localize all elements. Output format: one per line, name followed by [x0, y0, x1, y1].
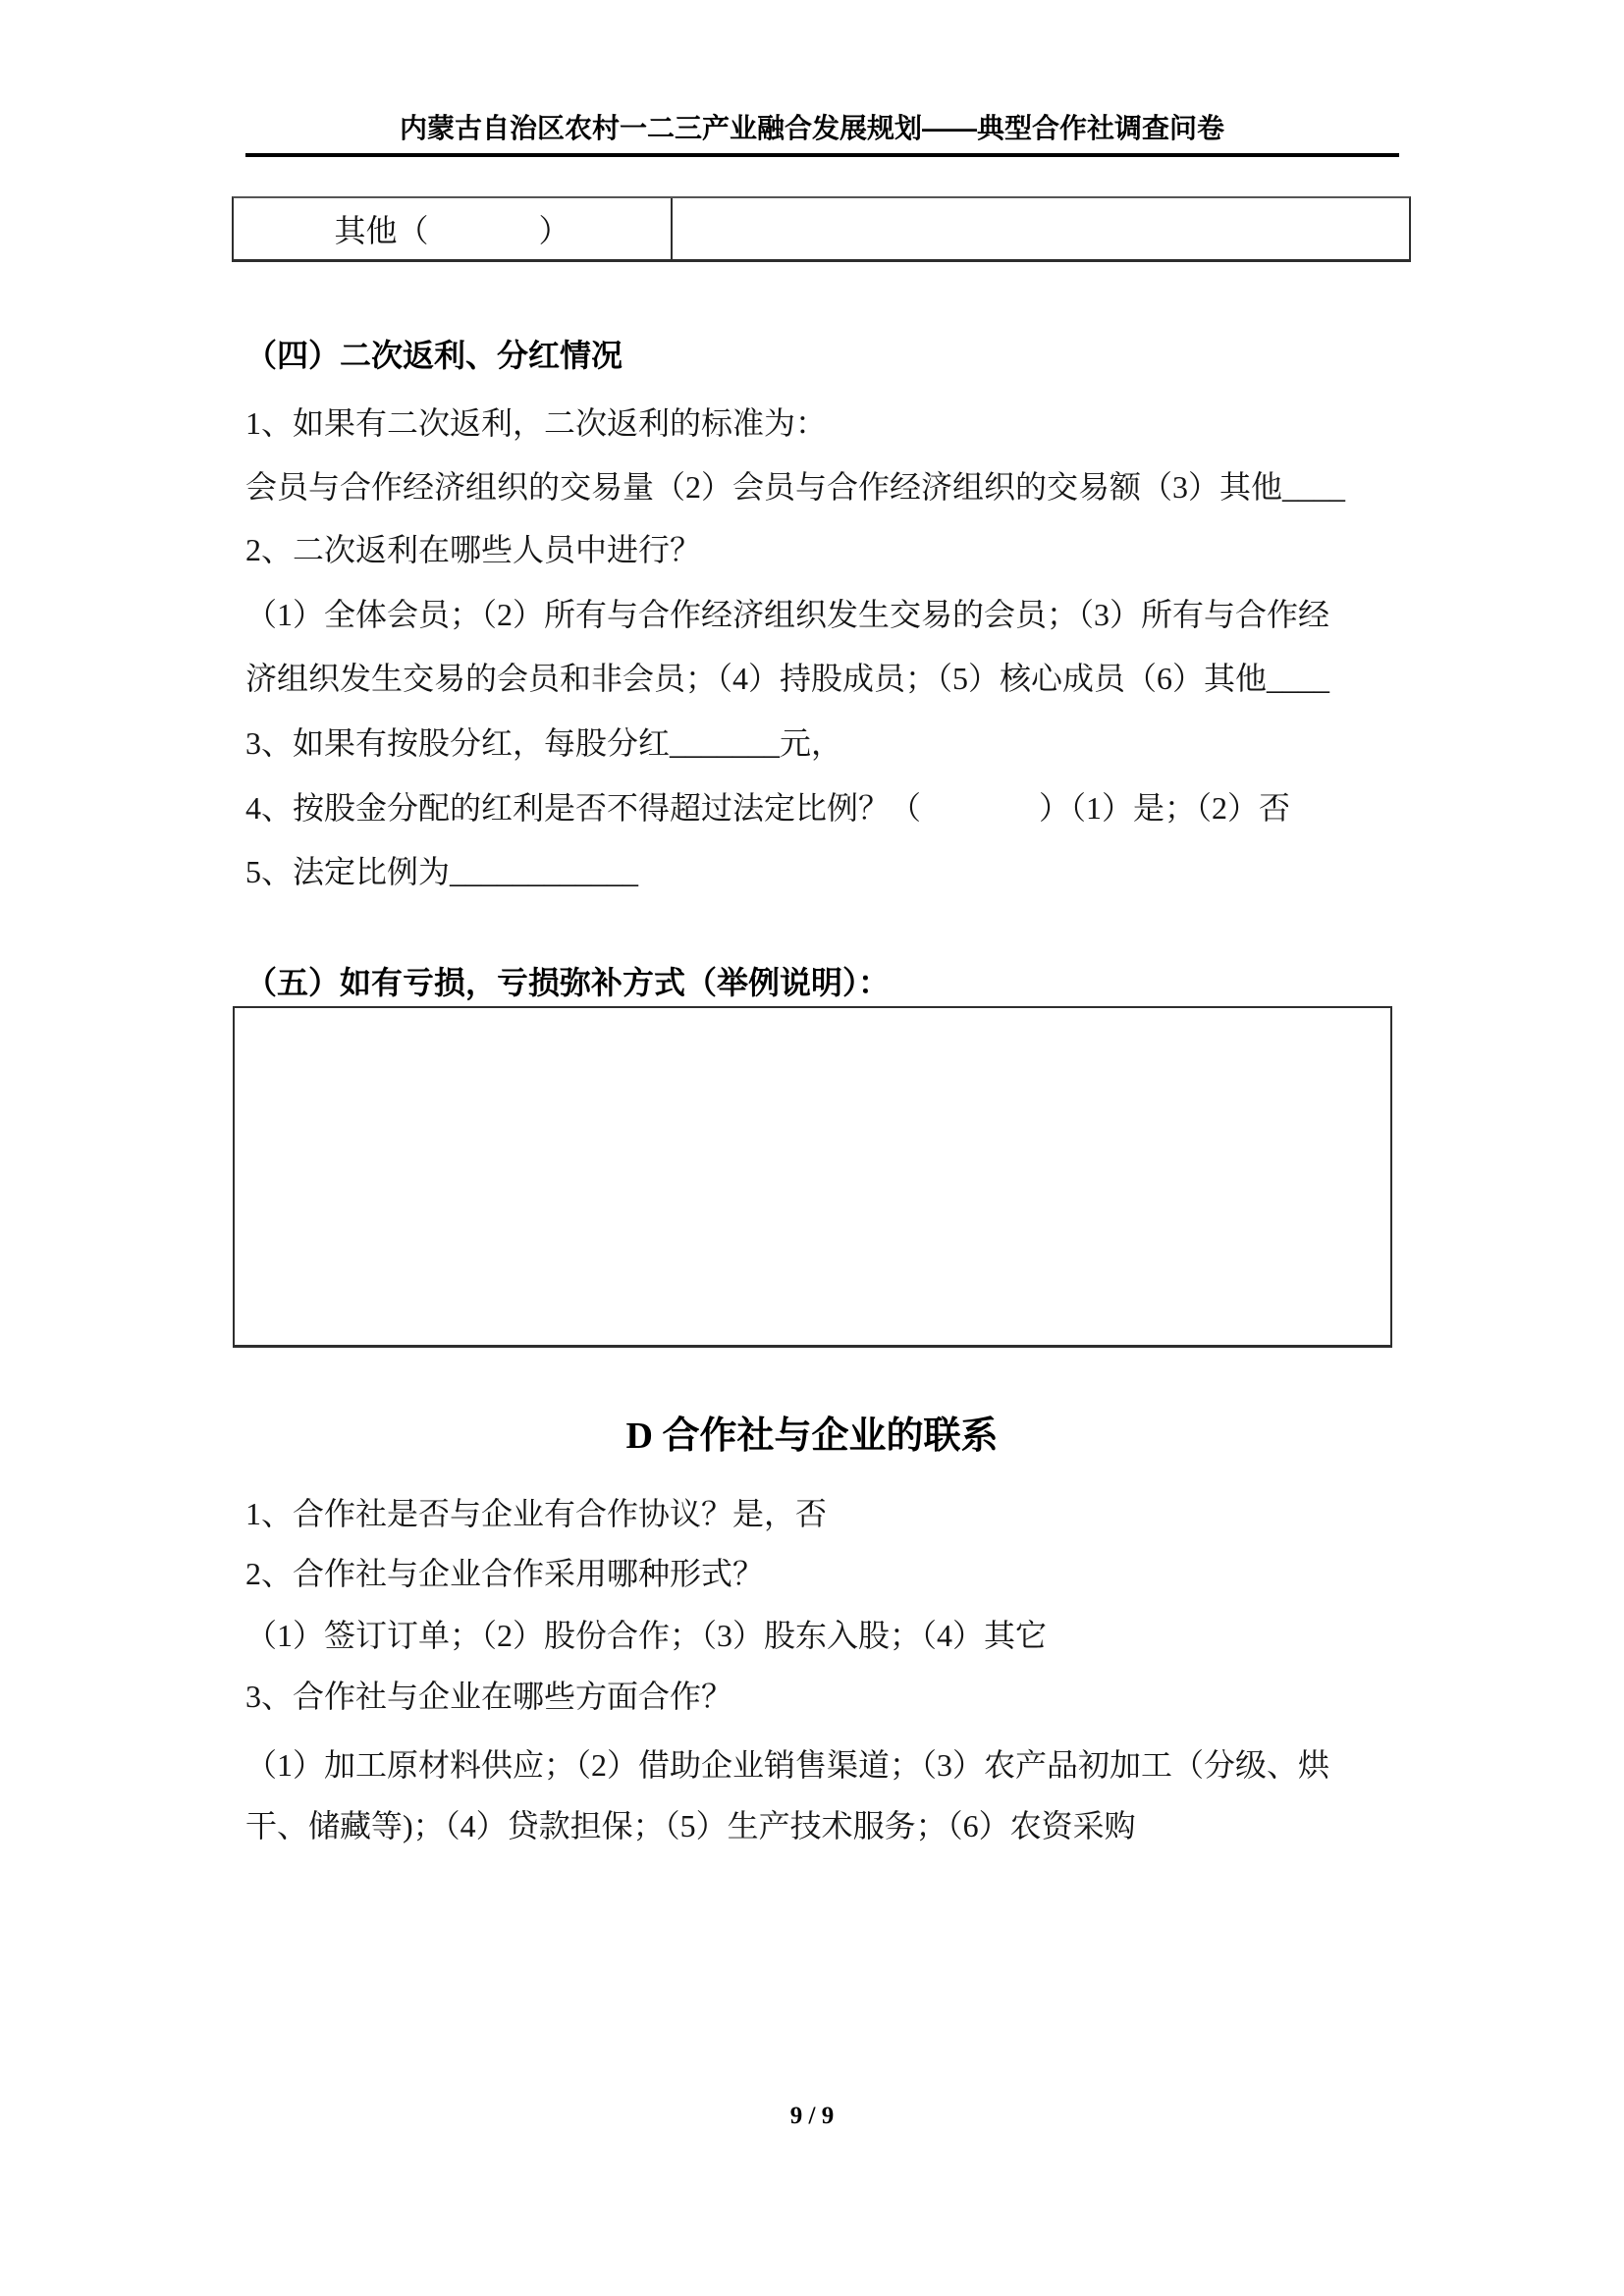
section4-question-2-options-line2: 济组织发生交易的会员和非会员；（4）持股成员；（5）核心成员（6）其他____	[245, 661, 1330, 696]
sectionD-question-2-options: （1）签订订单；（2）股份合作；（3）股东入股；（4）其它	[245, 1618, 1048, 1653]
sectionD-heading: D 合作社与企业的联系	[625, 1415, 999, 1457]
sectionD-question-3-options-line1: （1）加工原材料供应；（2）借助企业销售渠道；（3）农产品初加工（分级、烘	[245, 1747, 1330, 1783]
section4-question-3: 3、如果有按股分红，每股分红_______元，	[245, 725, 843, 761]
table-cell-answer-area	[673, 198, 1409, 259]
section4-question-4: 4、按股金分配的红利是否不得超过法定比例？（ ）（1）是；（2）否	[245, 790, 1291, 826]
section5-answer-box	[233, 1006, 1392, 1348]
section4-question-2: 2、二次返利在哪些人员中进行？	[245, 532, 702, 567]
sectionD-question-2: 2、合作社与企业合作采用哪种形式？	[245, 1556, 765, 1591]
section4-heading: （四）二次返利、分红情况	[245, 338, 623, 373]
section5-heading: （五）如有亏损，亏损弥补方式（举例说明）：	[245, 965, 891, 1000]
sectionD-question-3-options-line2: 干、储藏等)；（4）贷款担保；（5）生产技术服务；（6）农资采购	[245, 1808, 1136, 1843]
section4-question-1-options: 会员与合作经济组织的交易量（2）会员与合作经济组织的交易额（3）其他____	[245, 469, 1346, 505]
page-number: 9 / 9	[789, 2103, 835, 2129]
section4-question-5: 5、法定比例为____________	[245, 854, 639, 889]
sectionD-question-3: 3、合作社与企业在哪些方面合作？	[245, 1679, 733, 1714]
continued-table-row	[232, 196, 1411, 262]
document-header-title: 内蒙古自治区农村一二三产业融合发展规划——典型合作社调查问卷	[399, 113, 1224, 143]
table-cell-other-label: 其他（ ）	[234, 198, 673, 259]
sectionD-question-1: 1、合作社是否与企业有合作协议？是，否	[245, 1496, 828, 1531]
header-rule-divider	[245, 153, 1399, 157]
section4-question-1: 1、如果有二次返利，二次返利的标准为：	[245, 405, 828, 441]
section4-question-2-options-line1: （1）全体会员；（2）所有与合作经济组织发生交易的会员；（3）所有与合作经	[245, 597, 1330, 632]
